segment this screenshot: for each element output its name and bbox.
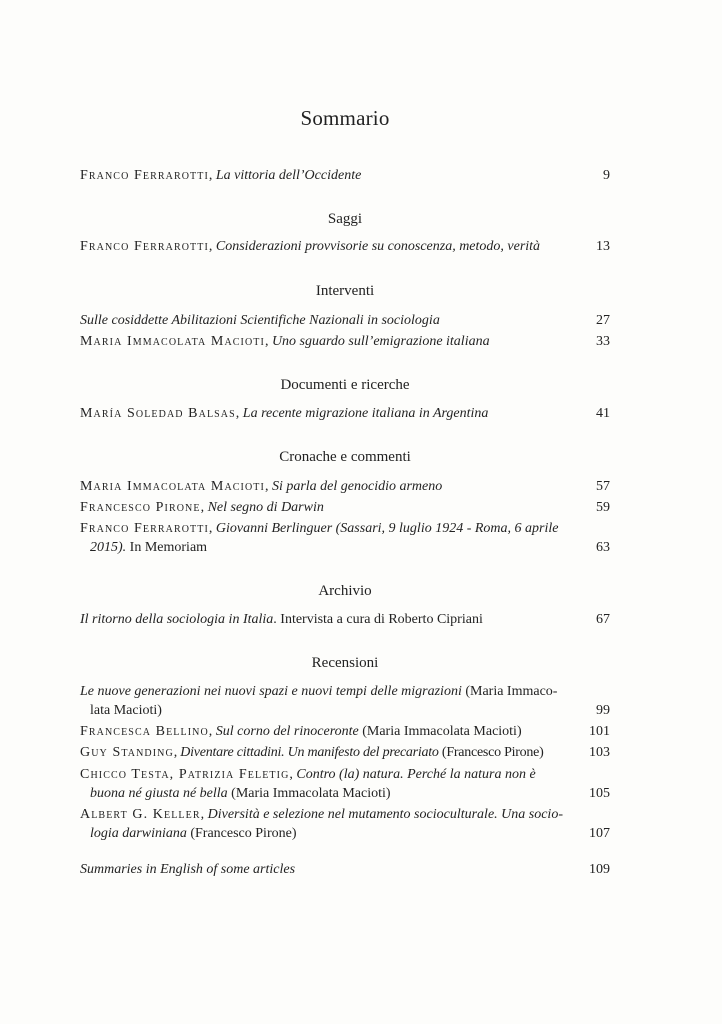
entry-author: Franco Ferrarotti — [80, 521, 209, 536]
toc-entry — [80, 765, 610, 803]
section-heading-cronache: Cronache e commenti — [279, 449, 411, 465]
toc-entry — [80, 682, 610, 720]
entry-title: Diversità e selezione nel mutamento socioculturale. Una socio- — [207, 807, 563, 822]
entry-page-number: 57 — [596, 479, 610, 494]
entry-title: Diventare cittadini. Un manifesto del precariato — [180, 745, 439, 760]
section-heading-archivio: Archivio — [318, 583, 372, 599]
toc-entry — [80, 237, 610, 256]
entry-separator: , — [200, 807, 208, 822]
entry-author: Maria Immacolata Macioti — [80, 334, 265, 349]
entry-separator: , — [208, 168, 216, 183]
entry-page-number: 101 — [589, 724, 610, 739]
entry-title: Il ritorno della sociologia in Italia — [80, 612, 274, 627]
entry-page-number: 67 — [596, 612, 610, 627]
entry-note: (Francesco Pirone) — [186, 826, 297, 841]
toc-entry — [80, 477, 610, 496]
entry-page-number: 27 — [596, 313, 610, 328]
section-heading-recensioni: Recensioni — [311, 655, 379, 671]
section-heading-interventi: Interventi — [315, 283, 375, 299]
entry-separator: , — [235, 406, 243, 421]
entry-page-number: 105 — [589, 786, 610, 801]
entry-page-number: 9 — [603, 168, 610, 183]
entry-note: (Maria Immacolata Macioti) — [358, 724, 522, 739]
entry-title: La vittoria dell’Occidente — [215, 168, 362, 183]
toc-entry — [80, 519, 610, 557]
entry-page-number: 13 — [596, 239, 610, 254]
entry-author: Albert G. Keller — [80, 807, 201, 822]
section-heading-saggi: Saggi — [327, 211, 363, 227]
entry-author: Guy Standing — [80, 745, 174, 760]
entry-author: Francesca Bellino — [80, 724, 209, 739]
entry-author: Maria Immacolata Macioti — [80, 479, 265, 494]
entry-note: . Intervista a cura di Roberto Cipriani — [273, 612, 483, 627]
entry-page-number: 107 — [589, 826, 610, 841]
entry-title: Summaries in English of some articles — [80, 862, 296, 877]
entry-page-number: 109 — [589, 862, 610, 877]
entry-page-number: 103 — [589, 745, 610, 760]
entry-title: Nel segno di Darwin — [207, 500, 324, 515]
entry-title: Uno sguardo sull’emigrazione italiana — [271, 334, 490, 349]
entry-page-number: 41 — [596, 406, 610, 421]
entry-author: Chicco Testa, Patrizia Feletig — [80, 767, 290, 782]
entry-title: Sul corno del rinoceronte — [215, 724, 359, 739]
toc-entry — [80, 311, 610, 330]
entry-title-continued: 2015). — [90, 540, 127, 555]
toc-entry — [80, 404, 610, 423]
entry-page-number: 63 — [596, 540, 610, 555]
entry-separator: , — [289, 767, 297, 782]
entry-title: Si parla del genocidio armeno — [271, 479, 443, 494]
toc-entry — [80, 166, 610, 185]
entry-note: (Maria Immaco- — [461, 684, 558, 699]
entry-title: Sulle cosiddette Abilitazioni Scientifiche Nazionali in sociologia — [80, 313, 440, 328]
entry-note: (Francesco Pirone) — [438, 745, 544, 760]
entry-note: (Maria Immacolata Macioti) — [227, 786, 391, 801]
entry-separator: , — [264, 479, 272, 494]
entry-separator: , — [264, 334, 272, 349]
entry-title-continued: logia darwiniana — [90, 826, 187, 841]
entry-title: La recente migrazione italiana in Argentina — [242, 406, 489, 421]
entry-author: Francesco Pirone — [80, 500, 201, 515]
entry-page-number: 99 — [596, 703, 610, 718]
entry-author: Franco Ferrarotti — [80, 239, 209, 254]
entry-separator: , — [173, 745, 181, 760]
entry-title: Le nuove generazioni nei nuovi spazi e nuovi tempi delle migrazioni — [80, 684, 462, 699]
entry-separator: , — [200, 500, 208, 515]
entry-note: In Memoriam — [126, 540, 208, 555]
entry-separator: , — [208, 724, 216, 739]
entry-title-continued: buona né giusta né bella — [90, 786, 228, 801]
toc-entry — [80, 332, 610, 351]
toc-entry — [80, 860, 610, 879]
entry-note-continued: lata Macioti) — [90, 703, 162, 718]
section-heading-documenti: Documenti e ricerche — [280, 377, 410, 393]
entry-separator: , — [208, 521, 216, 536]
toc-entry — [80, 743, 610, 762]
toc-entry — [80, 498, 610, 517]
entry-title: Contro (la) natura. Perché la natura non è — [296, 767, 536, 782]
entry-page-number: 59 — [596, 500, 610, 515]
page-title: Sommario — [300, 106, 390, 130]
entry-title: Considerazioni provvisorie su conoscenza, metodo, verità — [215, 239, 541, 254]
entry-title: Giovanni Berlinguer (Sassari, 9 luglio 1924 - Roma, 6 aprile — [215, 521, 559, 536]
toc-entry — [80, 722, 610, 741]
toc-entry — [80, 805, 610, 843]
entry-page-number: 33 — [596, 334, 610, 349]
entry-author: María Soledad Balsas — [80, 406, 236, 421]
toc-entry — [80, 610, 610, 629]
entry-author: Franco Ferrarotti — [80, 168, 209, 183]
entry-separator: , — [208, 239, 216, 254]
